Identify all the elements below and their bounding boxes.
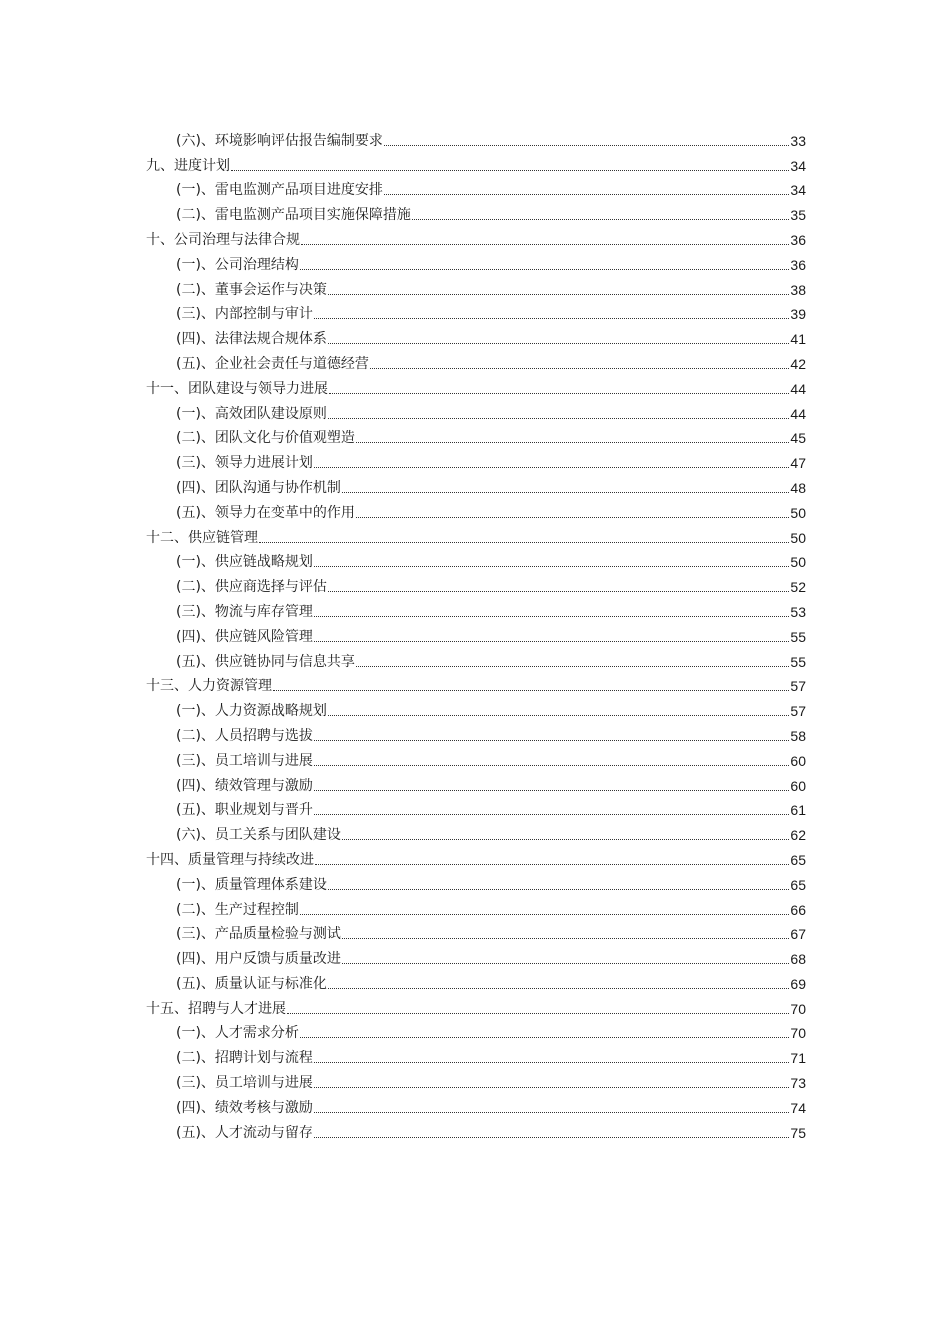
toc-entry-page-number: 69: [790, 975, 806, 992]
toc-section-entry[interactable]: [146, 621, 806, 646]
toc-entry-page-number: 53: [790, 603, 806, 620]
toc-entry-label: (三)、领导力进展计划: [176, 455, 313, 472]
dot-leader: [342, 492, 789, 493]
toc-entry-label: (六)、员工关系与团队建设: [176, 827, 341, 844]
dot-leader: [328, 418, 789, 419]
toc-section-entry[interactable]: [146, 869, 806, 894]
dot-leader: [328, 988, 789, 989]
toc-entry-page-number: 65: [790, 876, 806, 893]
toc-entry-page-number: 71: [790, 1050, 806, 1067]
toc-entry-label: (四)、用户反馈与质量改进: [176, 951, 341, 968]
toc-chapter-entry[interactable]: [146, 224, 806, 249]
toc-section-entry[interactable]: [146, 968, 806, 993]
toc-entry-label: (一)、质量管理体系建设: [176, 876, 327, 893]
dot-leader: [370, 368, 789, 369]
toc-entry-page-number: 41: [790, 331, 806, 348]
toc-entry-label: 十二、供应链管理: [146, 529, 258, 546]
toc-entry-page-number: 57: [790, 703, 806, 720]
toc-chapter-entry[interactable]: [146, 373, 806, 398]
toc-entry-label: (二)、招聘计划与流程: [176, 1050, 313, 1067]
dot-leader: [314, 790, 789, 791]
toc-section-entry[interactable]: [146, 943, 806, 968]
dot-leader: [273, 690, 789, 691]
dot-leader: [314, 1062, 789, 1063]
toc-entry-page-number: 36: [790, 231, 806, 248]
toc-entry-page-number: 58: [790, 727, 806, 744]
dot-leader: [314, 765, 789, 766]
toc-entry-page-number: 33: [790, 132, 806, 149]
toc-entry-page-number: 39: [790, 306, 806, 323]
toc-entry-label: (五)、人才流动与留存: [176, 1124, 313, 1141]
dot-leader: [342, 938, 789, 939]
toc-chapter-entry[interactable]: [146, 522, 806, 547]
dot-leader: [314, 814, 789, 815]
toc-section-entry[interactable]: [146, 497, 806, 522]
toc-section-entry[interactable]: [146, 274, 806, 299]
toc-entry-label: (一)、人才需求分析: [176, 1025, 299, 1042]
toc-entry-label: (二)、人员招聘与选拔: [176, 727, 313, 744]
toc-section-entry[interactable]: [146, 1092, 806, 1117]
dot-leader: [328, 889, 789, 890]
toc-entry-page-number: 38: [790, 281, 806, 298]
toc-entry-label: (二)、供应商选择与评估: [176, 579, 327, 596]
toc-section-entry[interactable]: [146, 646, 806, 671]
toc-section-entry[interactable]: [146, 423, 806, 448]
toc-entry-page-number: 34: [790, 182, 806, 199]
toc-section-entry[interactable]: [146, 249, 806, 274]
toc-entry-page-number: 55: [790, 653, 806, 670]
toc-section-entry[interactable]: [146, 547, 806, 572]
toc-section-entry[interactable]: [146, 894, 806, 919]
table-of-contents: [146, 125, 806, 1142]
toc-entry-page-number: 50: [790, 554, 806, 571]
toc-section-entry[interactable]: [146, 571, 806, 596]
toc-section-entry[interactable]: [146, 919, 806, 944]
toc-entry-page-number: 50: [790, 504, 806, 521]
toc-entry-page-number: 55: [790, 628, 806, 645]
toc-entry-page-number: 36: [790, 256, 806, 273]
toc-entry-label: 十、公司治理与法律合规: [146, 231, 300, 248]
toc-section-entry[interactable]: [146, 299, 806, 324]
dot-leader: [328, 715, 789, 716]
dot-leader: [314, 318, 789, 319]
toc-entry-label: 九、进度计划: [146, 157, 230, 174]
dot-leader: [314, 566, 789, 567]
toc-section-entry[interactable]: [146, 472, 806, 497]
dot-leader: [300, 269, 789, 270]
toc-entry-label: (五)、企业社会责任与道德经营: [176, 355, 369, 372]
toc-entry-page-number: 60: [790, 752, 806, 769]
toc-entry-page-number: 70: [790, 1025, 806, 1042]
toc-entry-page-number: 45: [790, 430, 806, 447]
dot-leader: [314, 1087, 789, 1088]
toc-section-entry[interactable]: [146, 447, 806, 472]
toc-entry-page-number: 50: [790, 529, 806, 546]
toc-entry-label: 十五、招聘与人才进展: [146, 1000, 286, 1017]
toc-entry-page-number: 75: [790, 1124, 806, 1141]
dot-leader: [342, 839, 789, 840]
dot-leader: [356, 666, 789, 667]
toc-entry-page-number: 35: [790, 207, 806, 224]
dot-leader: [259, 542, 789, 543]
toc-entry-label: (三)、员工培训与进展: [176, 752, 313, 769]
toc-section-entry[interactable]: [146, 348, 806, 373]
dot-leader: [329, 393, 789, 394]
toc-entry-label: (一)、人力资源战略规划: [176, 703, 327, 720]
toc-entry-page-number: 42: [790, 355, 806, 372]
dot-leader: [328, 343, 789, 344]
toc-entry-page-number: 68: [790, 951, 806, 968]
dot-leader: [384, 194, 789, 195]
toc-chapter-entry[interactable]: [146, 150, 806, 175]
dot-leader: [287, 1013, 789, 1014]
toc-entry-page-number: 73: [790, 1075, 806, 1092]
toc-entry-label: (一)、高效团队建设原则: [176, 405, 327, 422]
toc-entry-page-number: 57: [790, 678, 806, 695]
toc-entry-label: (五)、质量认证与标准化: [176, 975, 327, 992]
dot-leader: [314, 1137, 789, 1138]
dot-leader: [301, 244, 789, 245]
toc-entry-label: (三)、员工培训与进展: [176, 1075, 313, 1092]
toc-entry-label: (三)、产品质量检验与测试: [176, 926, 341, 943]
dot-leader: [300, 1037, 789, 1038]
toc-chapter-entry[interactable]: [146, 671, 806, 696]
dot-leader: [412, 219, 789, 220]
toc-section-entry[interactable]: [146, 125, 806, 150]
toc-entry-label: (二)、雷电监测产品项目实施保障措施: [176, 207, 411, 224]
toc-entry-page-number: 61: [790, 802, 806, 819]
toc-entry-page-number: 70: [790, 1000, 806, 1017]
toc-entry-label: (六)、环境影响评估报告编制要求: [176, 132, 383, 149]
toc-entry-label: (三)、内部控制与审计: [176, 306, 313, 323]
dot-leader: [314, 740, 789, 741]
toc-entry-page-number: 48: [790, 479, 806, 496]
toc-entry-page-number: 62: [790, 827, 806, 844]
toc-section-entry[interactable]: [146, 745, 806, 770]
dot-leader: [328, 294, 789, 295]
toc-entry-page-number: 52: [790, 579, 806, 596]
toc-entry-label: (五)、领导力在变革中的作用: [176, 504, 355, 521]
toc-section-entry[interactable]: [146, 1067, 806, 1092]
dot-leader: [314, 467, 789, 468]
toc-entry-label: (一)、公司治理结构: [176, 256, 299, 273]
dot-leader: [356, 517, 789, 518]
toc-entry-label: (四)、法律法规合规体系: [176, 331, 327, 348]
toc-entry-label: (二)、董事会运作与决策: [176, 281, 327, 298]
toc-entry-label: 十一、团队建设与领导力进展: [146, 380, 328, 397]
toc-entry-page-number: 47: [790, 455, 806, 472]
toc-section-entry[interactable]: [146, 770, 806, 795]
toc-entry-page-number: 67: [790, 926, 806, 943]
toc-entry-label: (四)、团队沟通与协作机制: [176, 479, 341, 496]
toc-entry-label: (二)、生产过程控制: [176, 901, 299, 918]
toc-entry-label: (三)、物流与库存管理: [176, 603, 313, 620]
dot-leader: [314, 1112, 789, 1113]
toc-entry-label: (一)、供应链战略规划: [176, 554, 313, 571]
toc-entry-label: (五)、职业规划与晋升: [176, 802, 313, 819]
toc-entry-page-number: 44: [790, 405, 806, 422]
toc-entry-label: (四)、供应链风险管理: [176, 628, 313, 645]
dot-leader: [356, 442, 789, 443]
toc-entry-label: (二)、团队文化与价值观塑造: [176, 430, 355, 447]
toc-entry-label: 十三、人力资源管理: [146, 678, 272, 695]
toc-section-entry[interactable]: [146, 199, 806, 224]
toc-chapter-entry[interactable]: [146, 844, 806, 869]
toc-section-entry[interactable]: [146, 596, 806, 621]
toc-section-entry[interactable]: [146, 819, 806, 844]
toc-section-entry[interactable]: [146, 398, 806, 423]
toc-entry-label: (四)、绩效管理与激励: [176, 777, 313, 794]
toc-section-entry[interactable]: [146, 1042, 806, 1067]
toc-section-entry[interactable]: [146, 720, 806, 745]
toc-entry-page-number: 44: [790, 380, 806, 397]
dot-leader: [300, 914, 789, 915]
toc-entry-label: (五)、供应链协同与信息共享: [176, 653, 355, 670]
toc-section-entry[interactable]: [146, 1018, 806, 1043]
dot-leader: [315, 864, 789, 865]
toc-section-entry[interactable]: [146, 1117, 806, 1142]
toc-entry-page-number: 65: [790, 851, 806, 868]
dot-leader: [231, 170, 789, 171]
toc-entry-page-number: 66: [790, 901, 806, 918]
toc-section-entry[interactable]: [146, 795, 806, 820]
toc-section-entry[interactable]: [146, 695, 806, 720]
dot-leader: [328, 591, 789, 592]
toc-chapter-entry[interactable]: [146, 993, 806, 1018]
dot-leader: [314, 641, 789, 642]
toc-section-entry[interactable]: [146, 323, 806, 348]
toc-entry-label: (四)、绩效考核与激励: [176, 1099, 313, 1116]
dot-leader: [342, 963, 789, 964]
toc-entry-page-number: 34: [790, 157, 806, 174]
toc-entry-page-number: 74: [790, 1099, 806, 1116]
toc-entry-label: (一)、雷电监测产品项目进度安排: [176, 182, 383, 199]
toc-section-entry[interactable]: [146, 175, 806, 200]
toc-entry-label: 十四、质量管理与持续改进: [146, 851, 314, 868]
dot-leader: [314, 616, 789, 617]
toc-entry-page-number: 60: [790, 777, 806, 794]
dot-leader: [384, 145, 789, 146]
